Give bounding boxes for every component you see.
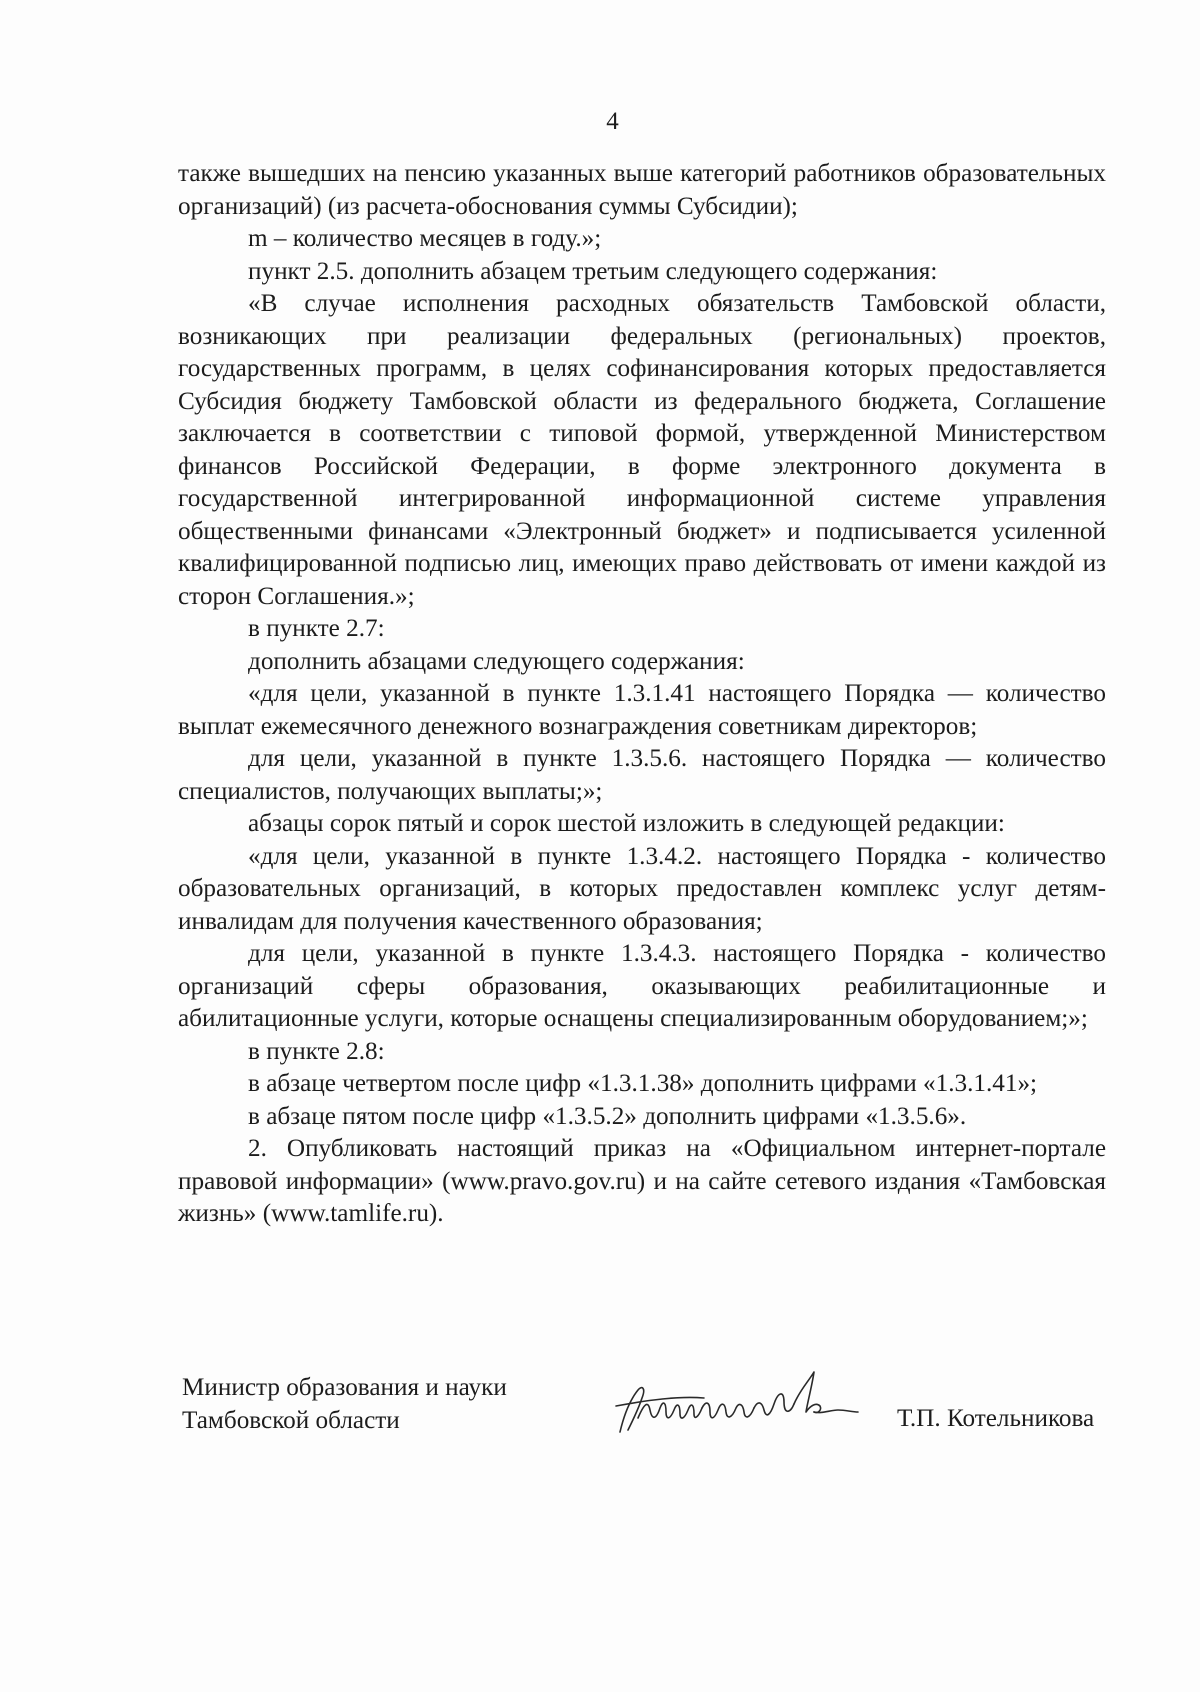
paragraph-4: «В случае исполнения расходных обязательств Тамбовской области, возникающих при реализации федеральных (региональных) проектов, государственных программ, в целях софинансирования которых предоставляется Субсидия бюджету Тамбовской области из федерального бюджета, Соглашение заключается в соответствии с типовой формой, утвержденной Министерством финансов Российской Федерации, в форме электронного документа в государственной интегрированной информационной системе управления общественными финансами «Электронный бюджет» и подписывается усиленной квалифицированной подписью лиц, имеющих право действовать от имени каждой из сторон Соглашения.»;	[178, 290, 1106, 610]
paragraph-6: дополнить абзацами следующего содержания:	[248, 647, 745, 675]
paragraph-3: пункт 2.5. дополнить абзацем третьим следующего содержания:	[248, 257, 938, 285]
paragraph-1: также вышедших на пенсию указанных выше категорий работников образовательных организаций) (из расчета-обоснования суммы Субсидии);	[178, 160, 1106, 220]
signer-name: Т.П. Котельникова	[897, 1405, 1095, 1432]
signer-position-line-1: Министр образования и науки	[182, 1374, 507, 1401]
paragraph-12: в пункте 2.8:	[248, 1037, 385, 1065]
paragraph-14: в абзаце пятом после цифр «1.3.5.2» дополнить цифрами «1.3.5.6».	[248, 1102, 967, 1130]
handwritten-signature	[608, 1360, 888, 1450]
paragraph-15: 2. Опубликовать настоящий приказ на «Официальном интернет-портале правовой информации» (www.pravo.gov.ru) и на сайте сетевого издания «Тамбовская жизнь» (www.tamlife.ru).	[178, 1135, 1106, 1227]
document-body	[178, 158, 1106, 1231]
paragraph-13: в абзаце четвертом после цифр «1.3.1.38» дополнить цифрами «1.3.1.41»;	[248, 1070, 1038, 1097]
paragraph-8: для цели, указанной в пункте 1.3.5.6. настоящего Порядка — количество специалистов, получающих выплаты;»;	[178, 745, 1106, 805]
page-number: 4	[606, 108, 619, 135]
paragraph-10: «для цели, указанной в пункте 1.3.4.2. настоящего Порядка - количество образовательных организаций, в которых предоставлен комплекс услуг детям-инвалидам для получения качественного образования;	[178, 842, 1106, 935]
paragraph-5: в пункте 2.7:	[248, 615, 385, 642]
signer-position-line-2: Тамбовской области	[182, 1406, 400, 1434]
paragraph-2: m – количество месяцев в году.»;	[248, 225, 602, 252]
paragraph-7: «для цели, указанной в пункте 1.3.1.41 настоящего Порядка — количество выплат ежемесячного денежного вознаграждения советникам директоров;	[178, 680, 1106, 740]
paragraph-9: абзацы сорок пятый и сорок шестой изложить в следующей редакции:	[248, 810, 1005, 837]
paragraph-11: для цели, указанной в пункте 1.3.4.3. настоящего Порядка - количество организаций сферы образования, оказывающих реабилитационные и абилитационные услуги, которые оснащены специализированным оборудованием;»;	[178, 940, 1106, 1032]
signer-position	[182, 1372, 507, 1437]
